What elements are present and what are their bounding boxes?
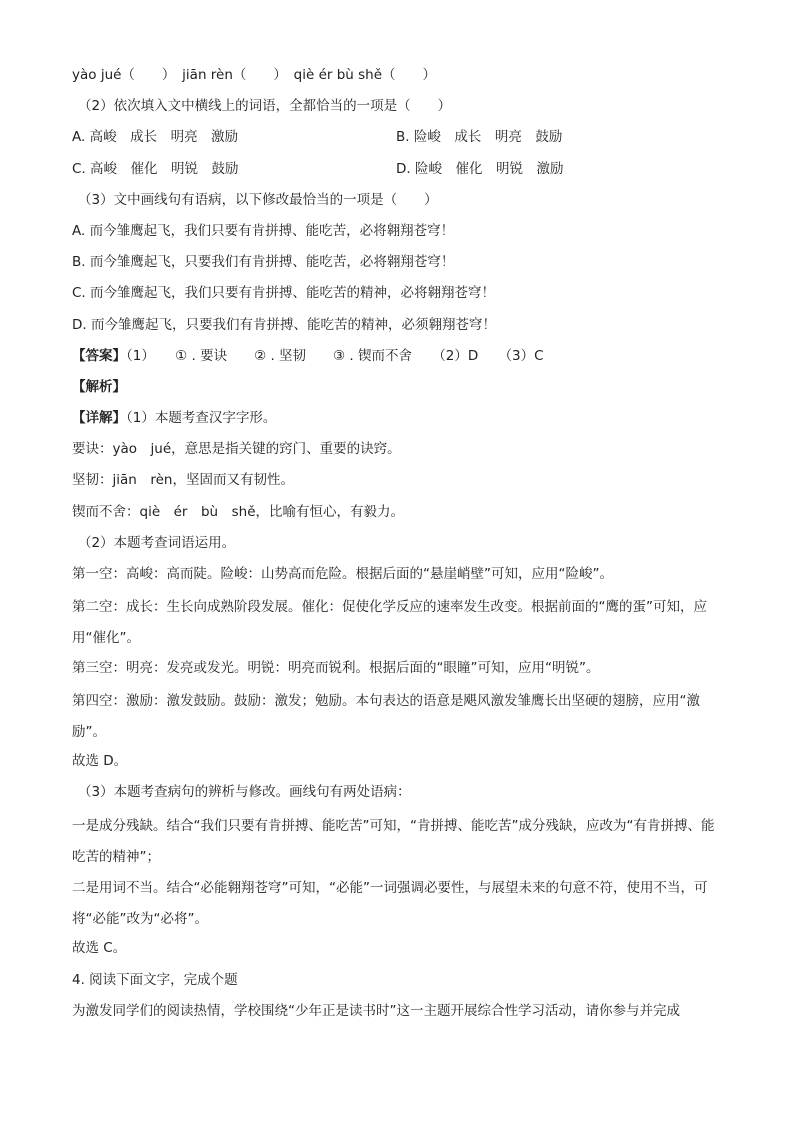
q2-option-c: C. 高峻 催化 明锐 鼓励: [72, 160, 239, 177]
analysis-label: 【解析】: [72, 378, 126, 395]
q3-option-d: D. 而今雏鹰起飞，只要我们有肯拼搏、能吃苦的精神，必须翱翔苍穹！: [72, 316, 496, 333]
answer-label: 【答案】: [72, 347, 126, 364]
q2-option-d: D. 险峻 催化 明锐 激励: [396, 160, 564, 177]
pinyin-line: yào jué（ ） jiān rèn（ ） qiè ér bù shě（ ）: [72, 67, 437, 83]
d2-blank4: 第四空：激励：激发鼓励。鼓励：激发；勉励。本句表达的语意是飓风激发雏鹰长出坚硬的翅膀，应用“激励”。: [72, 692, 700, 740]
q3-option-a: A. 而今雏鹰起飞，我们只要有肯拼搏、能吃苦，必将翱翔苍穹！: [72, 222, 455, 239]
d2-blank1: 第一空：高峻：高而陡。险峻：山势高而危险。根据后面的“悬崖峭壁”可知，应用“险峻”。: [72, 566, 613, 582]
d2-blank3: 第三空：明亮：发亮或发光。明锐：明亮而锐利。根据后面的“眼瞳”可知，应用“明锐”。: [72, 659, 600, 676]
q4-head: 4. 阅读下面文字，完成个题: [72, 971, 238, 988]
q3-option-c: C. 而今雏鹰起飞，我们只要有肯拼搏、能吃苦的精神，必将翱翔苍穹！: [72, 285, 496, 302]
d1-line2: 坚韧：jiān rèn，坚固而又有韧性。: [72, 472, 294, 489]
d1-line3: 锲而不舍：qiè ér bù shě，比喻有恒心，有毅力。: [72, 503, 405, 520]
d1-line1: 要诀：yào jué，意思是指关键的窍门、重要的诀窍。: [72, 441, 401, 458]
q2-options-row-2: [72, 156, 722, 187]
answer-text: （1） ① . 要诀 ② . 坚韧 ③ . 锲而不舍 （2）D （3）C: [126, 347, 544, 364]
q4-text: 为激发同学们的阅读热情，学校围绕“少年正是读书时”这一主题开展综合性学习活动，请你参与并完成: [72, 1002, 680, 1019]
q3-stem: （3）文中画线句有语病，以下修改最恰当的一项是（ ）: [78, 191, 438, 208]
d3-choose: 故选 C。: [72, 940, 127, 957]
d2-choose: 故选 D。: [72, 753, 128, 770]
q3-option-b: B. 而今雏鹰起飞，只要我们有肯拼搏、能吃苦，必将翱翔苍穹！: [72, 254, 455, 271]
answer-line: [72, 343, 722, 374]
q2-option-b: B. 险峻 成长 明亮 鼓励: [396, 129, 563, 146]
d2-blank2: 第二空：成长：生长向成熟阶段发展。催化：促使化学反应的速率发生改变。根据前面的“鹰的蛋”可知，应用“催化”。: [72, 599, 707, 647]
d2-head: （2）本题考查词语运用。: [78, 534, 236, 551]
d3-head: （3）本题考查病句的辨析与修改。画线句有两处语病：: [78, 784, 411, 801]
detail-line: [72, 405, 722, 436]
document-page: [72, 62, 722, 1029]
d3-one: 一是成分残缺。结合“我们只要有肯拼搏、能吃苦”可知，“肯拼搏、能吃苦”成分残缺，应改为“有肯拼搏、能吃苦的精神”；: [72, 817, 715, 865]
q2-stem: （2）依次填入文中横线上的词语，全都恰当的一项是（ ）: [78, 98, 452, 115]
detail-label: 【详解】: [72, 410, 126, 427]
q2-option-a: A. 高峻 成长 明亮 激励: [72, 129, 239, 146]
q2-options-row-1: [72, 124, 722, 155]
detail-1: （1）本题考查汉字字形。: [126, 410, 277, 427]
d3-two: 二是用词不当。结合“必能翱翔苍穹”可知，“必能”一词强调必要性，与展望未来的句意不符，使用不当，可将“必能”改为“必将”。: [72, 879, 708, 928]
